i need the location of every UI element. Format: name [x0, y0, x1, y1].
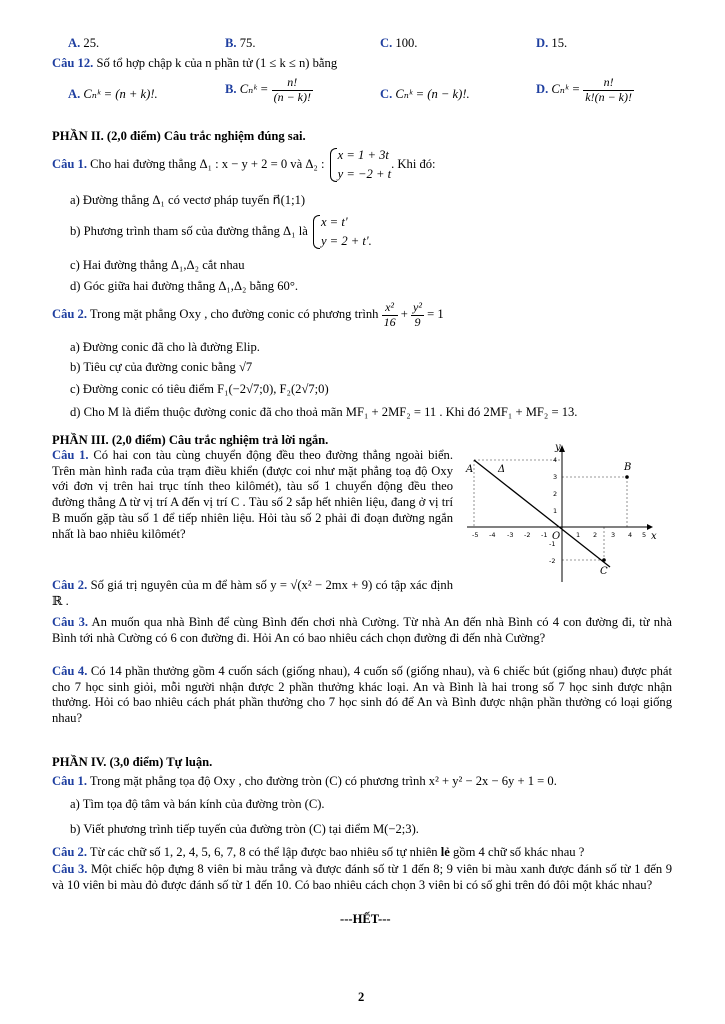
system-line: x = 1 + 3t: [337, 148, 389, 162]
part2-q1-c: c) Hai đường thẳng Δ₁,Δ₂ cắt nhau: [70, 258, 245, 272]
part4-q3: [52, 862, 672, 893]
point-b-label: B: [624, 462, 632, 473]
question-text: gồm 4 chữ số khác nhau ?: [453, 845, 585, 859]
x-tick: -5: [472, 531, 479, 539]
emphasis-text: lẻ: [440, 845, 450, 859]
option-text: 15.: [551, 36, 568, 50]
question-text: Một chiếc hộp đựng 8 viên bi màu trắng và được đánh số từ 1 đến 8; 9 viên bi màu xanh được đánh số từ 1 đến 9 và 10 viên bi màu đỏ được đánh số từ 1 đến 10. Có bao nhiêu cách chọn 3 viên bi có số ghi trên đó đôi một khác nhau?: [52, 862, 672, 892]
conic-fraction-y: [411, 301, 424, 330]
question-label: Câu 1.: [52, 774, 87, 788]
option-text: 75.: [239, 36, 256, 50]
part3-heading: PHẦN III. (2,0 điểm) Câu trắc nghiệm trả lời ngắn.: [52, 433, 329, 447]
part2-q2-d: d) Cho M là điểm thuộc đường conic đã cho thoả mãn MF₁ + 2MF₂ = 11 . Khi đó 2MF₁ + MF₂ = 13.: [70, 405, 578, 419]
x-tick: -4: [489, 531, 496, 539]
y-tick: 1: [553, 507, 558, 515]
part2-q1-d: d) Góc giữa hai đường thẳng Δ₁,Δ₂ bằng 60°.: [70, 279, 298, 293]
question-label: Câu 12.: [52, 56, 94, 70]
system-line: y = −2 + t: [337, 166, 392, 181]
system-line: y = 2 + t'.: [320, 233, 372, 248]
system-line: x = t': [320, 215, 348, 229]
x-tick: 3: [611, 531, 616, 539]
y-axis-label: y: [555, 442, 561, 453]
question-label: Câu 1.: [52, 448, 89, 462]
option-text: 100.: [395, 36, 418, 50]
q12-option-d: [536, 76, 634, 105]
q11-option-a: [68, 36, 99, 52]
option-fraction: [272, 76, 313, 105]
question-text: Số giá trị nguyên của m để hàm số y = √(x² − 2mx + 9) có tập xác định ℝ .: [52, 578, 453, 608]
part2-q2-stem: [52, 301, 444, 330]
origin-label: O: [552, 531, 561, 542]
y-tick: 3: [553, 473, 558, 481]
y-tick: 4: [553, 456, 558, 464]
line-system: [311, 213, 372, 251]
fraction-num: n!: [603, 75, 614, 89]
q12-stem: [52, 56, 337, 72]
y-tick: -1: [549, 540, 556, 548]
option-label: B.: [225, 36, 237, 50]
option-label: C.: [380, 87, 393, 101]
x-tick: -1: [541, 531, 548, 539]
fraction-den: 9: [411, 315, 424, 330]
option-text: Cₙᵏ = (n − k)!.: [395, 87, 470, 101]
part2-q2-b: b) Tiêu cự của đường conic bằng √7: [70, 360, 253, 374]
plus-sign: +: [400, 307, 408, 322]
statement-text: b) Phương trình tham số của đường thẳng Δ₁ là: [70, 223, 308, 238]
option-label: B.: [225, 82, 237, 97]
x-tick: -3: [507, 531, 514, 539]
delta-line: [474, 460, 610, 567]
part4-heading: PHẦN IV. (3,0 điểm) Tự luận.: [52, 755, 213, 769]
part4-q1-stem: [52, 774, 557, 790]
question-label: Câu 4.: [52, 664, 88, 678]
option-label: D.: [536, 36, 549, 50]
part2-q1-stem: [52, 146, 436, 184]
point-c-dot: [602, 558, 606, 562]
conic-fraction-x: [382, 301, 398, 330]
part2-heading: PHẦN II. (2,0 điểm) Câu trắc nghiệm đúng sai.: [52, 129, 306, 143]
x-tick: 5: [642, 531, 647, 539]
page-number: 2: [358, 990, 365, 1004]
question-text: An muốn qua nhà Bình để cùng Bình đến chơi nhà Cường. Từ nhà An đến nhà Bình có 4 con đường đi, từ nhà Bình tới nhà Cường có 6 con đường đi. Hỏi An có bao nhiêu cách chọn đường đi đến nhà Cường?: [52, 615, 672, 645]
x-axis-arrow: [647, 524, 653, 530]
fraction-num: n!: [287, 75, 298, 89]
question-text: Trong mặt phẳng Oxy , cho đường conic có phương trình: [89, 307, 379, 322]
point-b-dot: [625, 475, 629, 479]
part3-q3: [52, 615, 672, 646]
y-tick: 2: [553, 490, 558, 498]
option-lhs: Cₙᵏ =: [551, 82, 581, 97]
part3-q4: [52, 664, 672, 727]
question-label: Câu 1.: [52, 156, 87, 171]
q11-option-d: [536, 36, 567, 52]
part4-q2: [52, 845, 584, 861]
x-tick: 4: [628, 531, 633, 539]
x-tick: 1: [576, 531, 581, 539]
fraction-den: (n − k)!: [273, 89, 311, 104]
question-text: Cho hai đường thẳng Δ₁ : x − y + 2 = 0 và Δ₂ :: [90, 156, 325, 171]
part2-q2-c: c) Đường conic có tiêu điểm F₁(−2√7;0), F₂(2√7;0): [70, 382, 329, 396]
part2-q1-a: a) Đường thẳng Δ₁ có vectơ pháp tuyến n⃗(1;1): [70, 193, 306, 207]
x-tick: 2: [593, 531, 598, 539]
option-label: A.: [68, 36, 81, 50]
fraction-num: x²: [385, 300, 395, 314]
fraction-den: k!(n − k)!: [585, 89, 632, 104]
question-label: Câu 3.: [52, 862, 88, 876]
option-text: 25.: [83, 36, 100, 50]
option-label: C.: [380, 36, 393, 50]
part3-q2: [52, 578, 453, 609]
question-text: Trong mặt phẳng tọa độ Oxy , cho đường tròn (C) có phương trình x² + y² − 2x − 6y + 1 = 0.: [89, 774, 557, 788]
fraction-den: 16: [383, 314, 396, 329]
part2-q2-a: a) Đường conic đã cho là đường Elip.: [70, 340, 260, 354]
option-label: A.: [68, 87, 81, 101]
q12-option-b: [225, 76, 313, 105]
question-label: Câu 2.: [52, 307, 87, 322]
point-c-label: C: [600, 566, 608, 577]
question-text: Có 14 phần thưởng gồm 4 cuốn sách (giống nhau), 4 cuốn số (giống nhau), và 6 chiếc bút (giống nhau) được phát cho 7 học sinh giỏi, mỗi người nhận được 2 phần thưởng khác loại. An và Bình là hai trong số 7 học sinh được nhận thưởng. Hỏi có bao nhiêu cách phát phần thưởng cho 7 học sinh đó để An và Bình được nhận phần thưởng có loại giống nhau?: [52, 664, 672, 726]
y-tick: -2: [549, 557, 556, 565]
question-label: Câu 3.: [52, 615, 89, 629]
part3-q1: [52, 448, 453, 542]
question-label: Câu 2.: [52, 845, 87, 859]
option-label: D.: [536, 82, 549, 97]
x-axis-label: x: [651, 531, 657, 542]
line-system: [328, 146, 391, 184]
x-tick: -2: [524, 531, 531, 539]
question-text: Số tổ hợp chập k của n phần tử (1 ≤ k ≤ n) bằng: [96, 56, 338, 70]
question-text: . Khi đó:: [391, 156, 436, 171]
part4-q1-a: a) Tìm tọa độ tâm và bán kính của đường tròn (C).: [70, 797, 325, 811]
question-text: Từ các chữ số 1, 2, 4, 5, 6, 7, 8 có thể lập được bao nhiêu số tự nhiên: [89, 845, 438, 859]
radar-figure: [462, 440, 662, 588]
option-lhs: Cₙᵏ =: [239, 82, 269, 97]
option-fraction: [583, 76, 634, 105]
point-a-label: A: [466, 464, 474, 475]
part4-q1-b: b) Viết phương trình tiếp tuyến của đường tròn (C) tại điểm M(−2;3).: [70, 822, 419, 836]
end-marker: ---HẾT---: [340, 912, 391, 926]
fraction-num: y²: [413, 300, 422, 314]
option-text: Cₙᵏ = (n + k)!.: [83, 87, 158, 101]
q11-option-c: [380, 36, 417, 52]
delta-label: Δ: [498, 464, 506, 475]
equals-one: = 1: [427, 307, 444, 322]
question-label: Câu 2.: [52, 578, 88, 592]
q12-option-c: [380, 87, 470, 103]
q12-option-a: [68, 87, 158, 103]
question-text: Có hai con tàu cùng chuyển động đều theo đường thẳng ngoài biển. Trên màn hình rađa của trạm điều khiển (được coi như mặt phẳng toạ độ Oxy với đơn vị trên hai trục tính theo kilômét), tàu số 1 chuyển động đều theo đường thẳng Δ từ vị trí A đến vị trí C . Tàu số 2 sắp hết nhiên liệu, đang ở vị trí B muốn gặp tàu số 1 để tiếp nhiên liệu. Hỏi tàu số 2 phải đi đoạn đường ngắn nhất là bao nhiêu kilômét?: [52, 448, 453, 541]
q11-option-b: [225, 36, 255, 52]
part2-q1-b: [70, 213, 372, 251]
